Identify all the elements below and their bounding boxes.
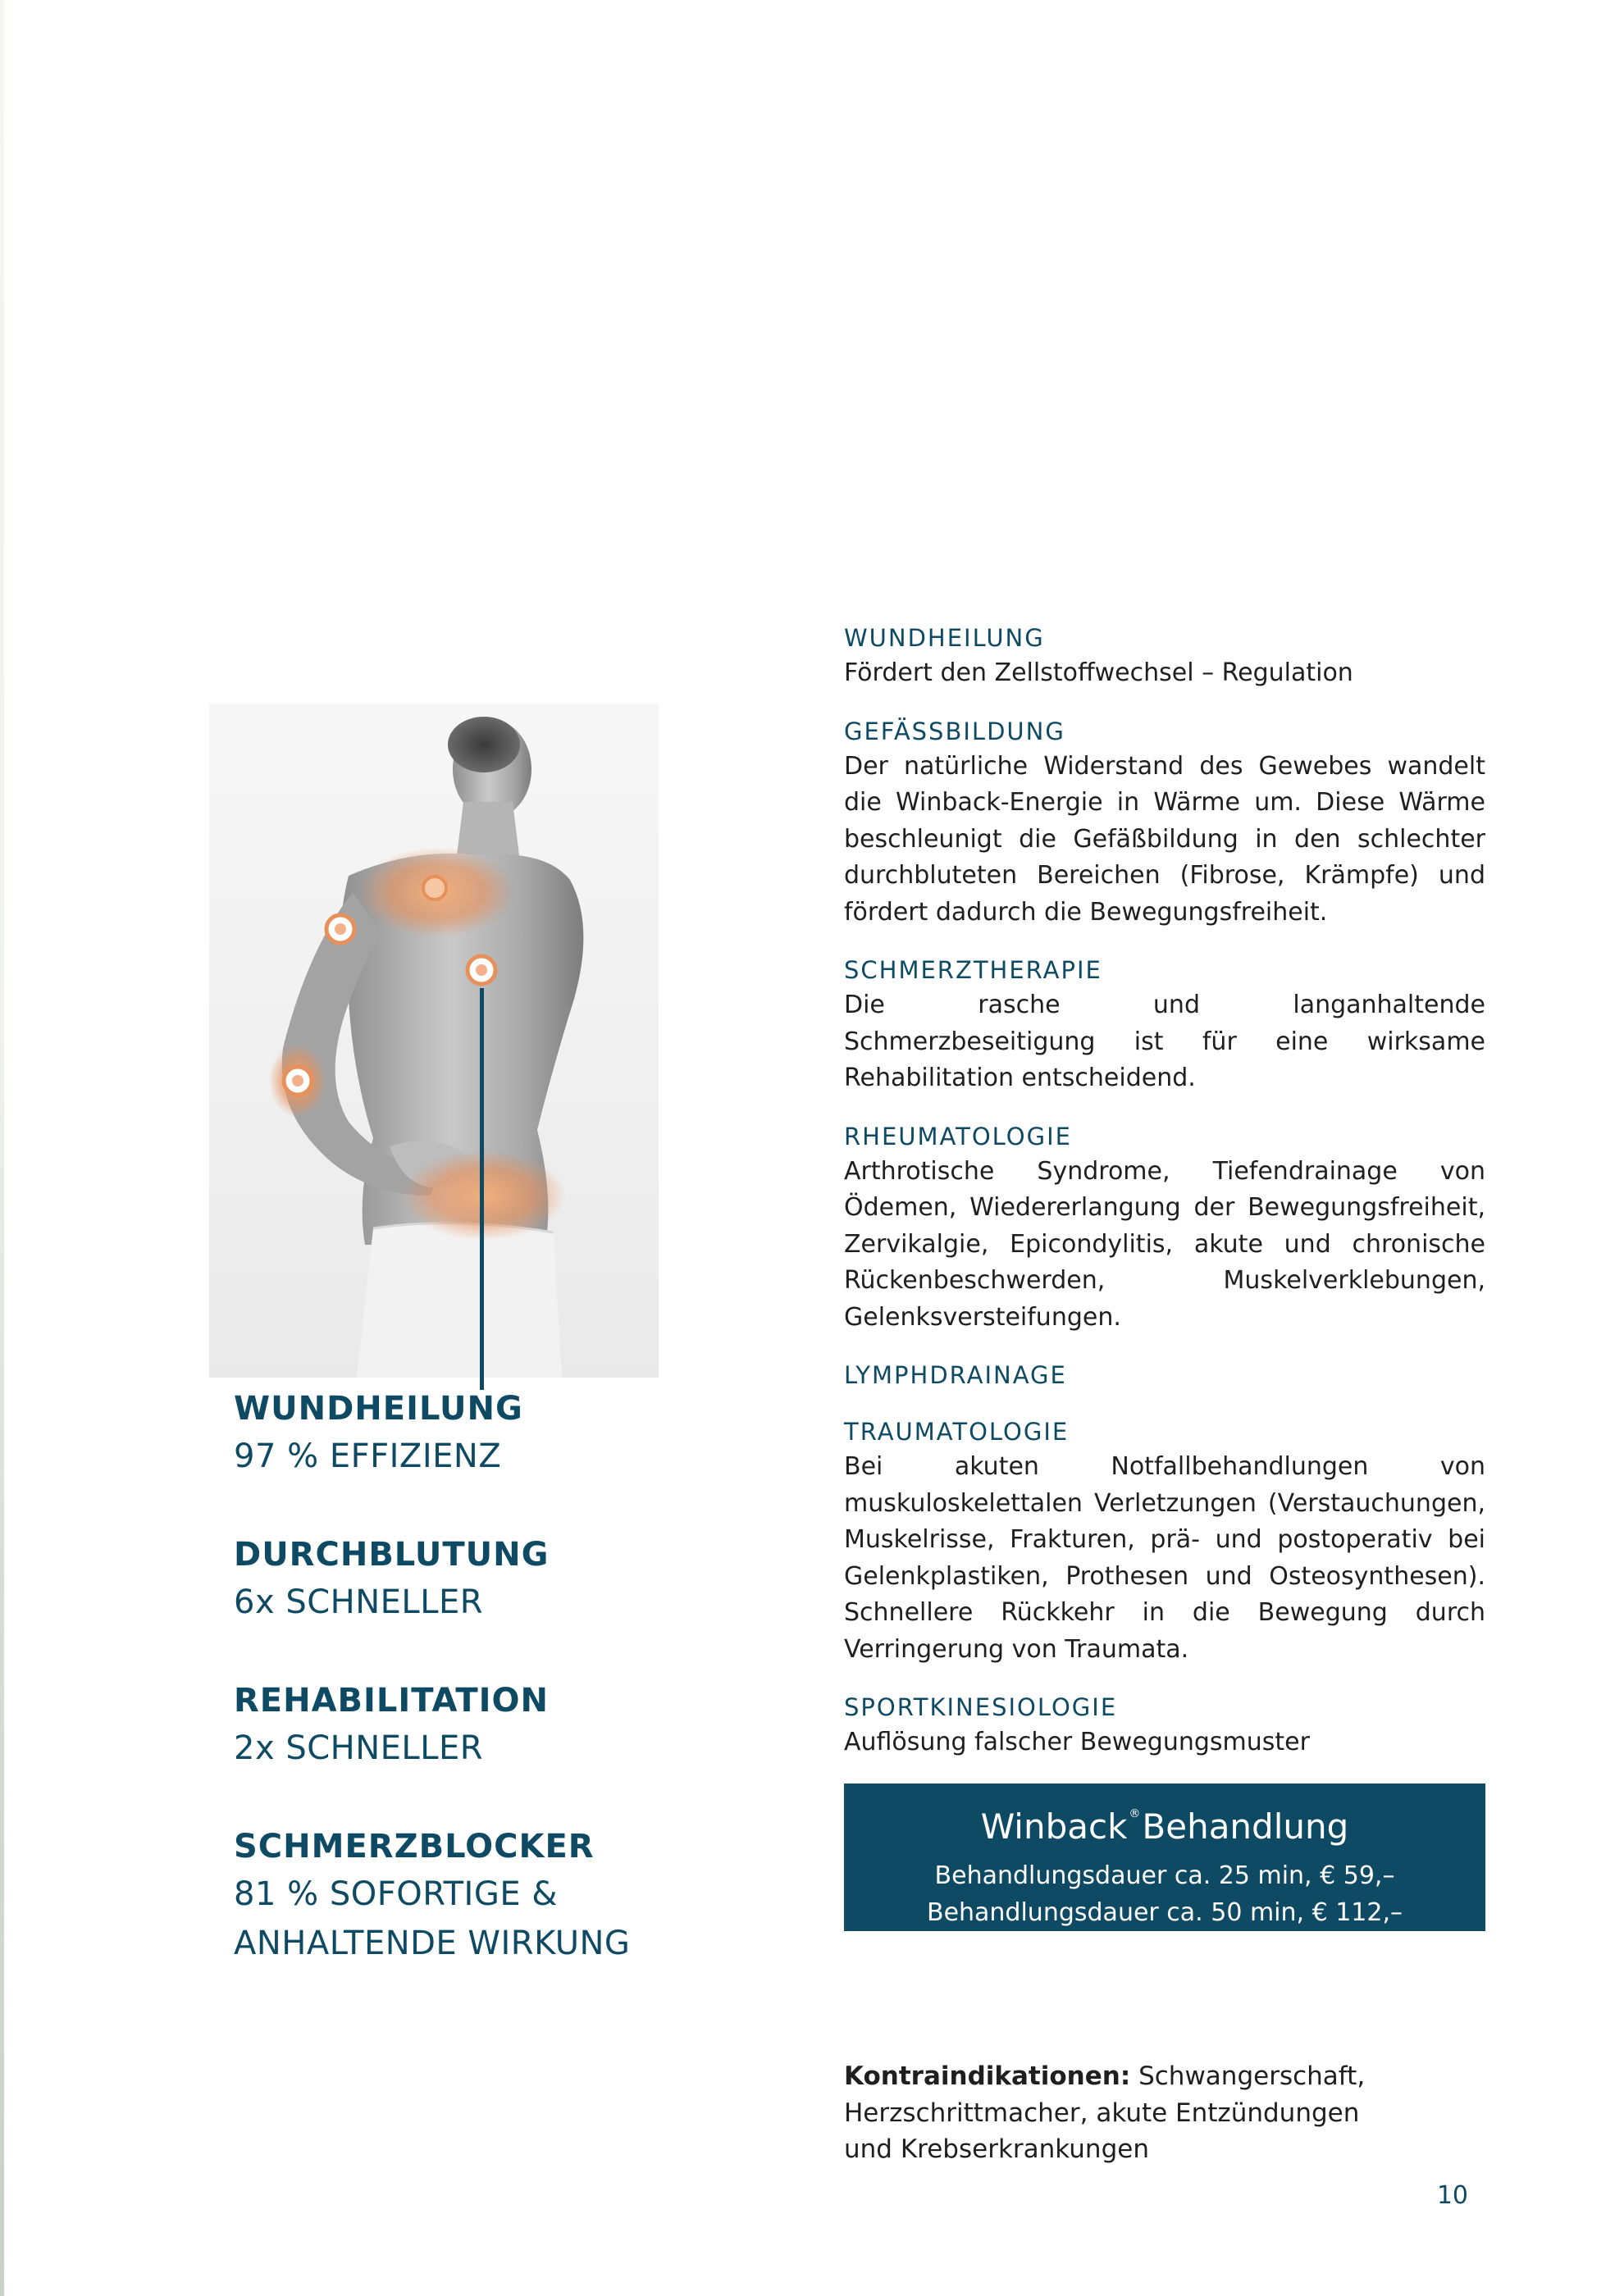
stat-value: 2x SCHNELLER <box>234 1729 484 1767</box>
section-heading: GEFÄSSBILDUNG <box>844 717 1065 745</box>
page-number: 10 <box>1436 2181 1468 2210</box>
brand-name: Winback <box>980 1806 1128 1847</box>
indications-list <box>844 622 1485 1784</box>
section-text: Fördert den Zellstoffwechsel – Regulation <box>844 658 1353 687</box>
woman-back-image <box>209 704 659 1378</box>
contraindications-note <box>844 2058 1385 2168</box>
stat-rehabilitation <box>234 1678 693 1773</box>
section-gefaessbildung <box>844 715 1485 932</box>
price-box-title <box>844 1784 1485 1847</box>
section-heading: TRAUMATOLOGIE <box>844 1418 1070 1446</box>
section-text: Auflösung falscher Bewegungsmuster <box>844 1728 1310 1756</box>
treatment-illustration <box>209 704 659 1378</box>
stat-value: 6x SCHNELLER <box>234 1583 484 1621</box>
stat-title: REHABILITATION <box>234 1682 549 1720</box>
section-wundheilung <box>844 622 1485 692</box>
section-heading: SPORTKINESIOLOGIE <box>844 1693 1118 1721</box>
section-sportkinesiologie <box>844 1691 1485 1761</box>
stat-schmerzblocker <box>234 1824 693 1968</box>
contraindications-text: Schwangerschaft, Herzschrittmacher, akute Entzündungen und Krebserkrankungen <box>844 2061 1366 2164</box>
section-text: Der natürliche Widerstand des Gewebes wandelt die Winback-Energie in Wärme um. Diese Wärme beschleunigt die Gefäßbildung in den schlechter durchbluteten Bereichen (Fibrose, Krämpfe) und fördert dadurch die Bewegungsfreiheit. <box>844 751 1485 927</box>
stat-durchblutung <box>234 1532 693 1627</box>
section-text: Die rasche und langanhaltende Schmerzbeseitigung ist für eine wirksame Rehabilitation entscheidend. <box>844 991 1485 1092</box>
section-traumatologie <box>844 1415 1485 1668</box>
stat-value: 81 % SOFORTIGE & <box>234 1875 558 1913</box>
section-heading: RHEUMATOLOGIE <box>844 1122 1072 1150</box>
page-edge-strip <box>0 0 4 2296</box>
hotspot-elbow-marker <box>284 1067 312 1095</box>
section-heading: WUNDHEILUNG <box>844 624 1045 652</box>
stat-value-continued: ANHALTENDE WIRKUNG <box>234 1925 631 1962</box>
stat-wundheilung <box>234 1386 693 1481</box>
section-heading: LYMPHDRAINAGE <box>844 1361 1067 1389</box>
contraindications-label: Kontraindikationen: <box>844 2061 1131 2091</box>
section-rheumatologie <box>844 1120 1485 1337</box>
section-schmerztherapie <box>844 954 1485 1097</box>
section-lymphdrainage <box>844 1359 1485 1392</box>
hotspot-neck-marker <box>423 877 446 900</box>
effect-stats <box>234 1386 693 2019</box>
stat-title: WUNDHEILUNG <box>234 1390 523 1428</box>
price-option-50min: Behandlungsdauer ca. 50 min, € 112,– <box>926 1898 1403 1927</box>
section-heading: SCHMERZTHERAPIE <box>844 956 1102 984</box>
callout-line <box>480 988 484 1390</box>
section-text: Bei akuten Notfallbehandlungen von muskuloskelettalen Verletzungen (Verstauchungen, Muskelrisse, Frakturen, prä- und postoperativ bei Gelenkplastiken, Prothesen und Osteosynthesen). Schnellere Rückkehr in die Bewegung durch Verringerung von Traumata. <box>844 1452 1485 1664</box>
stat-title: DURCHBLUTUNG <box>234 1536 550 1574</box>
price-option-25min: Behandlungsdauer ca. 25 min, € 59,– <box>934 1861 1395 1890</box>
section-text: Arthrotische Syndrome, Tiefendrainage von Ödemen, Wiedererlangung der Bewegungsfreiheit, Zervikalgie, Epicondylitis, akute und chronische Rückenbeschwerden, Muskelverklebungen, Gelenksversteifungen. <box>844 1156 1485 1332</box>
hotspot-spine-marker <box>468 956 495 984</box>
stat-value: 97 % EFFIZIENZ <box>234 1437 502 1475</box>
registered-mark: ® <box>1129 1807 1141 1820</box>
stat-title: SCHMERZBLOCKER <box>234 1828 595 1866</box>
hotspot-shoulder-marker <box>326 915 354 943</box>
treatment-price-box <box>844 1784 1485 1931</box>
price-box-title-rest: Behandlung <box>1142 1806 1349 1847</box>
